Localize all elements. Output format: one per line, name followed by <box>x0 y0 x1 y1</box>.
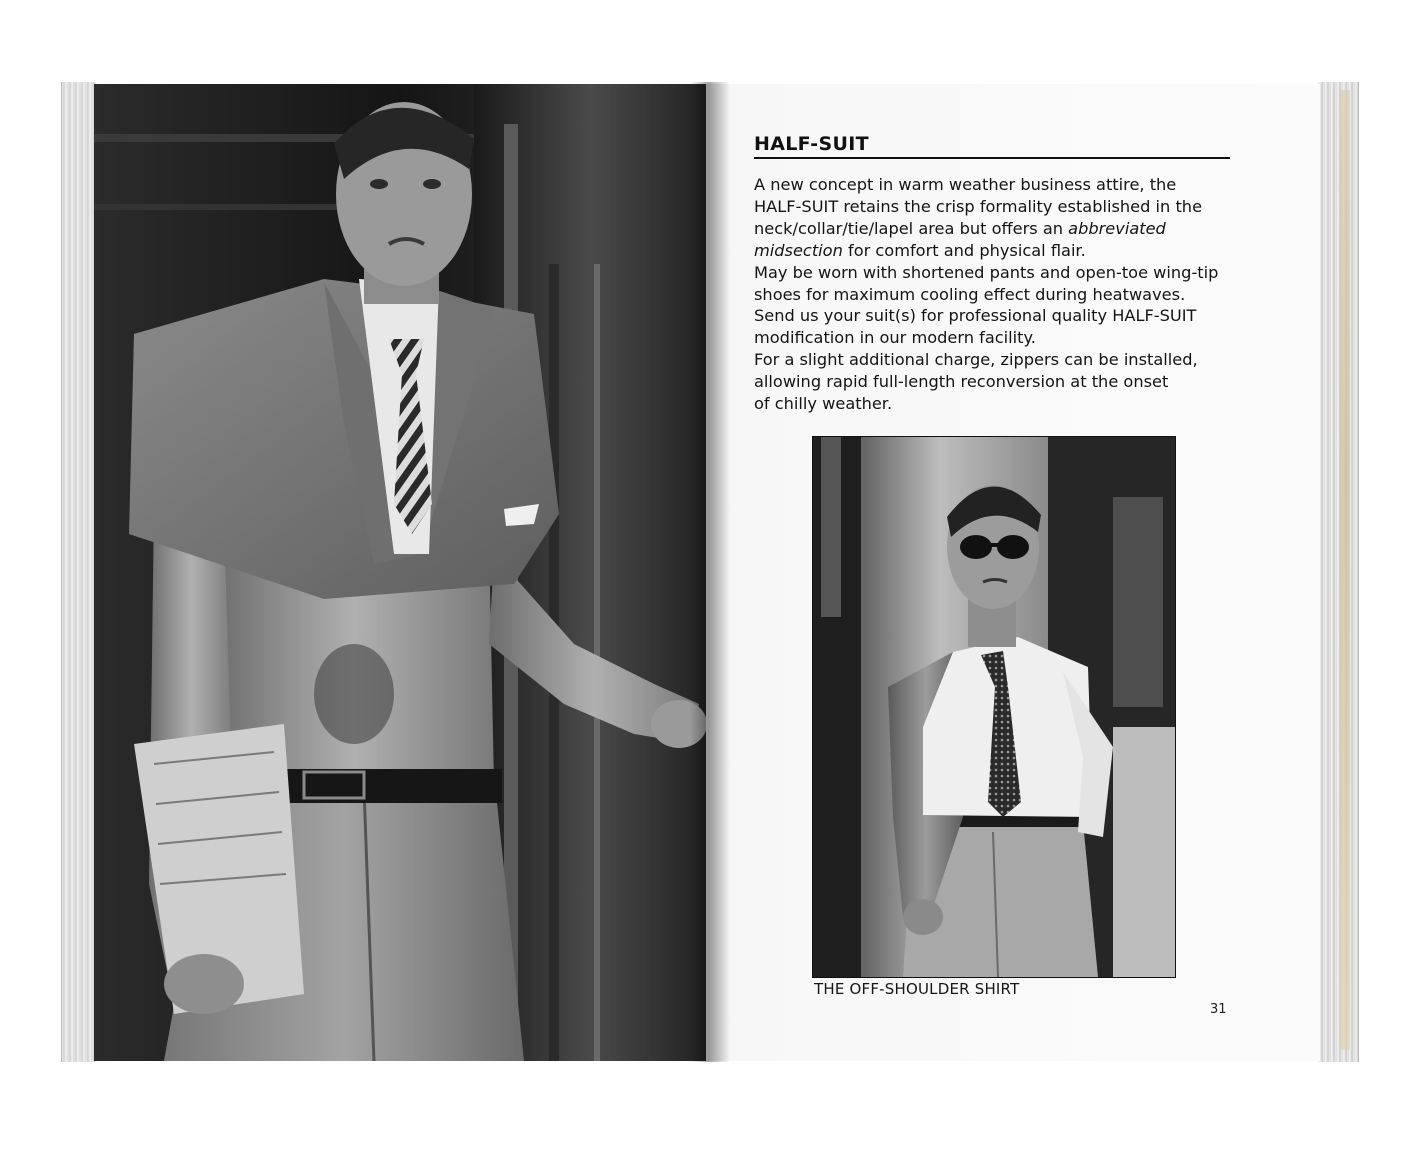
body-line-11: of chilly weather. <box>754 394 893 414</box>
body-line-6: shoes for maximum cooling effect during heatwaves. <box>754 284 1186 304</box>
half-suit-man-illustration <box>94 84 706 1061</box>
body-line-5: May be worn with shortened pants and open-toe wing-tip <box>754 262 1219 282</box>
body-line-3: neck/collar/tie/lapel area but offers an abbreviated <box>754 218 1166 238</box>
body-line-7: Send us your suit(s) for professional quality HALF-SUIT <box>754 306 1197 326</box>
body-line-2: HALF-SUIT retains the crisp formality established in the <box>754 196 1203 216</box>
body-line-4: midsection for comfort and physical flair. <box>754 240 1086 260</box>
body-line-9: For a slight additional charge, zippers can be installed, <box>754 350 1198 370</box>
right-page-edges <box>1318 82 1358 1062</box>
body-paragraph <box>754 174 1254 415</box>
section-heading: HALF-SUIT <box>754 133 1230 159</box>
italic-midsection: midsection <box>754 240 843 260</box>
photo-caption: THE OFF-SHOULDER SHIRT <box>814 980 1020 998</box>
left-page-photo <box>94 84 706 1061</box>
italic-abbreviated: abbreviated <box>1068 218 1166 238</box>
left-page-edges <box>62 82 96 1062</box>
body-line-1: A new concept in warm weather business attire, the <box>754 175 1177 194</box>
page-number: 31 <box>1210 1002 1227 1017</box>
right-page <box>706 84 1320 1061</box>
off-shoulder-shirt-photo <box>812 436 1176 978</box>
right-page-edge-tint <box>1340 90 1350 1050</box>
body-line-8: modification in our modern facility. <box>754 328 1036 348</box>
body-line-10: allowing rapid full-length reconversion at the onset <box>754 372 1169 392</box>
off-shoulder-shirt-illustration <box>813 437 1175 977</box>
